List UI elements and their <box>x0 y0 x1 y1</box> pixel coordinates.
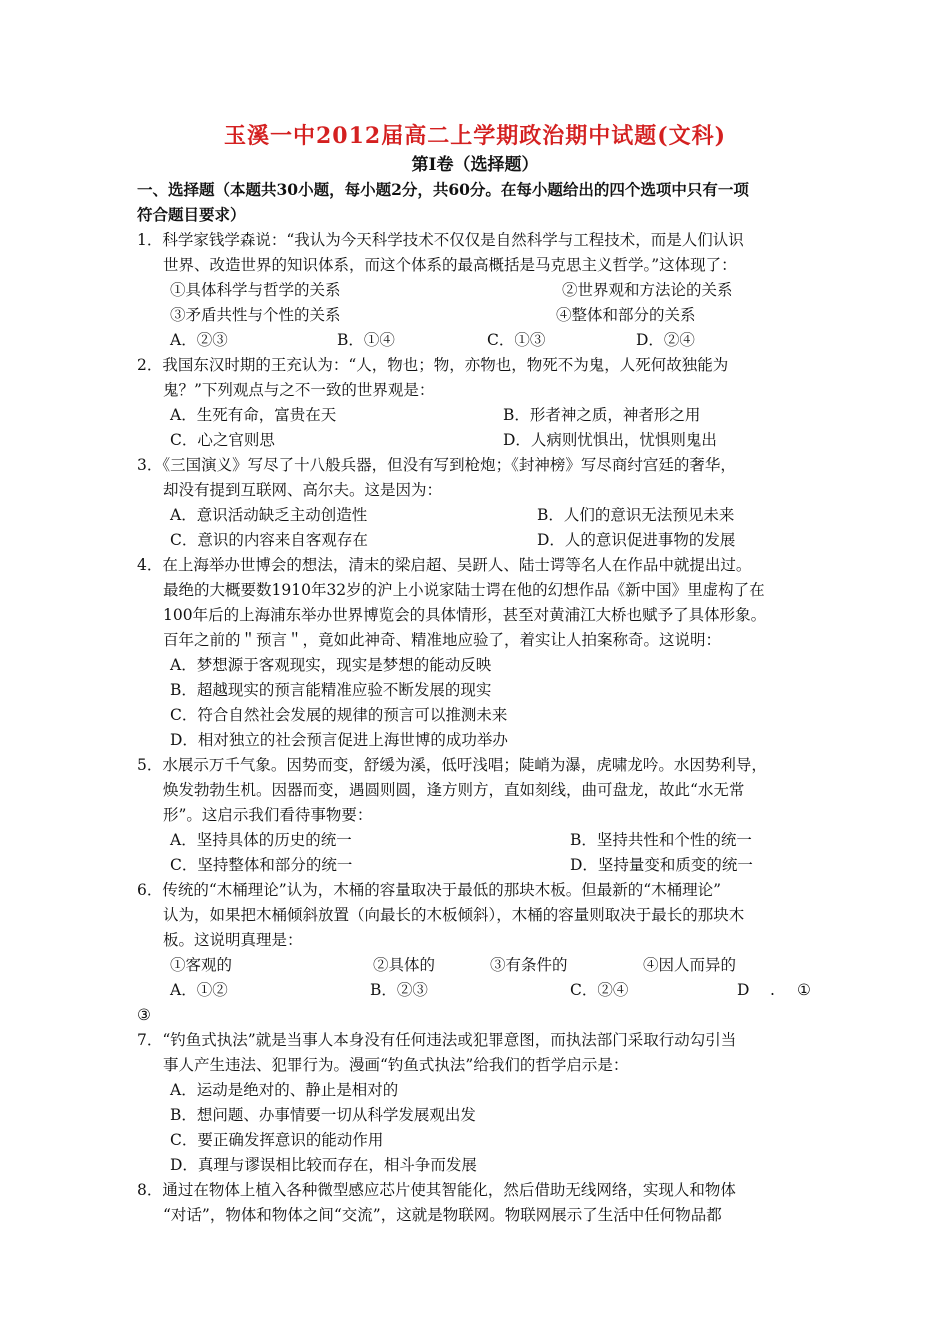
question-5-cont: 焕发勃勃生机。因器而变，遇圆则圆，逢方则方，直如刻线，曲可盘龙，故此“水无常 <box>163 781 745 799</box>
q6-statement-4: ④因人而异的 <box>643 956 737 974</box>
page-title: 玉溪一中2012届高二上学期政治期中试题(文科) <box>223 123 727 149</box>
q3-option-b: B．人们的意识无法预见未来 <box>537 506 735 524</box>
q7-option-a: A．运动是绝对的、静止是相对的 <box>170 1081 399 1099</box>
q5-option-c: C．坚持整体和部分的统一 <box>170 856 353 874</box>
question-2-cont: 鬼？”下列观点与之不一致的世界观是： <box>163 381 435 399</box>
q1-option-b: B．①④ <box>337 331 395 349</box>
question-3-cont: 却没有提到互联网、高尔夫。这是因为： <box>163 481 443 499</box>
q4-option-b: B．超越现实的预言能精准应验不断发展的现实 <box>170 681 492 699</box>
q5-option-d: D．坚持量变和质变的统一 <box>570 856 753 874</box>
question-3: 3．《三国演义》写尽了十八般兵器，但没有写到枪炮；《封神榜》写尽商纣宫廷的奢华， <box>137 456 736 474</box>
question-4-cont: 100年后的上海浦东举办世界博览会的具体情形，甚至对黄浦江大桥也赋予了具体形象。 <box>163 606 767 624</box>
q6-option-d-dot: . <box>770 981 775 999</box>
question-7-cont: 事人产生违法、犯罪行为。漫画“钓鱼式执法”给我们的哲学启示是： <box>163 1056 629 1074</box>
q2-option-c: C．心之官则思 <box>170 431 275 449</box>
question-6-cont: 认为，如果把木桶倾斜放置（向最长的木板倾斜），木桶的容量则取决于最长的那块木 <box>163 906 745 924</box>
q3-option-d: D．人的意识促进事物的发展 <box>537 531 736 549</box>
q1-statement-2: ②世界观和方法论的关系 <box>562 281 733 299</box>
q3-option-c: C．意识的内容来自客观存在 <box>170 531 368 549</box>
q5-option-a: A．坚持具体的历史的统一 <box>170 831 352 849</box>
question-1: 1．科学家钱学森说：“我认为今天科学技术不仅仅是自然科学与工程技术，而是人们认识 <box>137 231 744 249</box>
q7-option-c: C．要正确发挥意识的能动作用 <box>170 1131 384 1149</box>
q1-option-a: A．②③ <box>170 331 228 349</box>
q6-statement-1: ①客观的 <box>170 956 233 974</box>
q1-statement-4: ④整体和部分的关系 <box>556 306 696 324</box>
q6-option-c: C．②④ <box>570 981 629 999</box>
q1-statement-1: ①具体科学与哲学的关系 <box>170 281 341 299</box>
question-2: 2．我国东汉时期的王充认为：“人，物也；物，亦物也，物死不为鬼，人死何故独能为 <box>137 356 729 374</box>
q6-statement-3: ③有条件的 <box>490 956 568 974</box>
q1-option-d: D．②④ <box>636 331 695 349</box>
q6-option-d-value: ① <box>797 981 811 999</box>
q1-statement-3: ③矛盾共性与个性的关系 <box>170 306 341 324</box>
question-5: 5．水展示万千气象。因势而变，舒缓为溪，低吁浅唱；陡峭为瀑，虎啸龙吟。水因势利导， <box>137 756 767 774</box>
question-6: 6．传统的“木桶理论”认为，木桶的容量取决于最低的那块木板。但最新的“木桶理论” <box>137 881 722 899</box>
q6-statement-2: ②具体的 <box>373 956 436 974</box>
q4-option-d: D．相对独立的社会预言促进上海世博的成功举办 <box>170 731 508 749</box>
question-8: 8．通过在物体上植入各种微型感应芯片使其智能化，然后借助无线网络，实现人和物体 <box>137 1181 736 1199</box>
question-4-cont: 百年之前的＂预言＂，竟如此神奇、精准地应验了，着实让人拍案称奇。这说明： <box>163 631 722 649</box>
q6-option-d-label: D <box>737 981 750 999</box>
question-4-cont: 最绝的大概要数1910年32岁的沪上小说家陆士谔在他的幻想作品《新中国》里虚构了在 <box>163 581 765 599</box>
section-heading: 一、选择题（本题共30小题，每小题2分，共60分。在每小题给出的四个选项中只有一项 <box>137 180 749 199</box>
q2-option-a: A．生死有命，富贵在天 <box>170 406 337 424</box>
q5-option-b: B．坚持共性和个性的统一 <box>570 831 752 849</box>
q7-option-d: D．真理与谬误相比较而存在，相斗争而发展 <box>170 1156 477 1174</box>
question-6-cont: 板。这说明真理是： <box>163 931 303 949</box>
q3-option-a: A．意识活动缺乏主动创造性 <box>170 506 368 524</box>
section-subtitle: 第Ⅰ卷（选择题） <box>411 155 539 175</box>
question-4: 4．在上海举办世博会的想法，清末的梁启超、吴趼人、陆士谔等名人在作品中就提出过。 <box>137 556 752 574</box>
section-heading-cont: 符合题目要求） <box>137 205 246 224</box>
q6-option-b: B．②③ <box>370 981 428 999</box>
q6-option-a: A．①② <box>170 981 228 999</box>
q2-option-d: D．人病则忧惧出，忧惧则鬼出 <box>503 431 717 449</box>
q7-option-b: B．想问题、办事情要一切从科学发展观出发 <box>170 1106 476 1124</box>
q4-option-c: C．符合自然社会发展的规律的预言可以推测未来 <box>170 706 508 724</box>
question-5-cont: 形”。这启示我们看待事物要： <box>163 806 373 824</box>
q6-option-d-wrap: ③ <box>137 1006 151 1024</box>
q4-option-a: A．梦想源于客观现实，现实是梦想的能动反映 <box>170 656 492 674</box>
q1-option-c: C．①③ <box>487 331 546 349</box>
question-1-cont: 世界、改造世界的知识体系，而这个体系的最高概括是马克思主义哲学。”这体现了： <box>163 256 737 274</box>
question-8-cont: “对话”，物体和物体之间“交流”，这就是物联网。物联网展示了生活中任何物品都 <box>163 1206 722 1224</box>
q2-option-b: B．形者神之质，神者形之用 <box>503 406 701 424</box>
question-7: 7．“钓鱼式执法”就是当事人本身没有任何违法或犯罪意图，而执法部门采取行动勾引当 <box>137 1031 737 1049</box>
